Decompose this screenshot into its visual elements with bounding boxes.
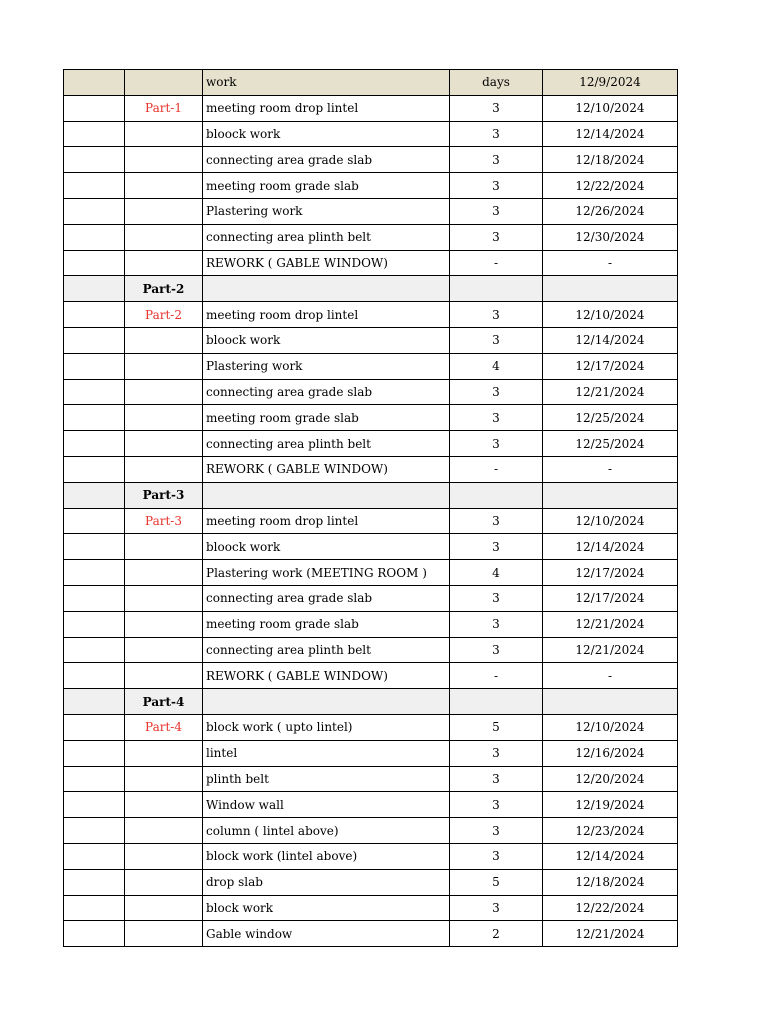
work-cell[interactable]: drop slab — [203, 869, 450, 895]
date-cell[interactable]: 12/17/2024 — [543, 585, 678, 611]
table-row — [64, 147, 678, 173]
empty-cell[interactable] — [64, 921, 125, 947]
days-cell[interactable]: - — [450, 456, 543, 482]
empty-cell[interactable] — [64, 198, 125, 224]
date-cell[interactable]: 12/26/2024 — [543, 198, 678, 224]
table-row — [64, 611, 678, 637]
empty-cell[interactable] — [125, 818, 203, 844]
days-cell[interactable]: 3 — [450, 534, 543, 560]
days-cell[interactable]: 4 — [450, 560, 543, 586]
empty-cell[interactable] — [64, 327, 125, 353]
table-row — [64, 198, 678, 224]
days-cell[interactable]: 2 — [450, 921, 543, 947]
empty-cell[interactable] — [125, 792, 203, 818]
empty-cell[interactable] — [64, 173, 125, 199]
date-cell[interactable]: 12/18/2024 — [543, 869, 678, 895]
empty-cell[interactable] — [64, 714, 125, 740]
part-label[interactable]: Part-2 — [125, 302, 203, 328]
days-cell[interactable]: 3 — [450, 95, 543, 121]
days-cell[interactable]: 3 — [450, 508, 543, 534]
date-cell[interactable]: - — [543, 456, 678, 482]
empty-cell[interactable] — [64, 353, 125, 379]
header-start-date[interactable]: 12/9/2024 — [543, 70, 678, 96]
empty-cell[interactable] — [64, 121, 125, 147]
work-cell[interactable]: meeting room drop lintel — [203, 302, 450, 328]
work-cell[interactable]: column ( lintel above) — [203, 818, 450, 844]
table-row — [64, 173, 678, 199]
empty-cell[interactable] — [125, 663, 203, 689]
days-cell[interactable]: - — [450, 663, 543, 689]
date-cell[interactable]: 12/18/2024 — [543, 147, 678, 173]
empty-cell[interactable] — [64, 534, 125, 560]
empty-cell[interactable] — [543, 689, 678, 715]
section-heading-row — [64, 276, 678, 302]
days-cell[interactable]: 3 — [450, 843, 543, 869]
days-cell[interactable]: 3 — [450, 895, 543, 921]
empty-cell[interactable] — [64, 560, 125, 586]
work-cell[interactable]: bloock work — [203, 327, 450, 353]
empty-cell[interactable] — [543, 276, 678, 302]
empty-cell[interactable] — [125, 198, 203, 224]
work-cell[interactable]: plinth belt — [203, 766, 450, 792]
date-cell[interactable]: 12/17/2024 — [543, 353, 678, 379]
work-cell[interactable]: Window wall — [203, 792, 450, 818]
work-cell[interactable]: connecting area plinth belt — [203, 431, 450, 457]
header-cell-blank-b[interactable] — [125, 70, 203, 96]
date-cell[interactable]: 12/17/2024 — [543, 560, 678, 586]
date-cell[interactable]: 12/10/2024 — [543, 95, 678, 121]
header-row — [64, 70, 678, 96]
days-cell[interactable]: 3 — [450, 147, 543, 173]
schedule-table — [63, 69, 678, 947]
work-cell[interactable]: bloock work — [203, 121, 450, 147]
section-heading-row — [64, 689, 678, 715]
date-cell[interactable]: 12/23/2024 — [543, 818, 678, 844]
header-days[interactable]: days — [450, 70, 543, 96]
table-row — [64, 327, 678, 353]
work-cell[interactable]: block work ( upto lintel) — [203, 714, 450, 740]
empty-cell[interactable] — [64, 843, 125, 869]
empty-cell[interactable] — [125, 327, 203, 353]
days-cell[interactable]: 3 — [450, 431, 543, 457]
work-cell[interactable]: connecting area grade slab — [203, 379, 450, 405]
empty-cell[interactable] — [64, 792, 125, 818]
empty-cell[interactable] — [543, 482, 678, 508]
work-cell[interactable]: meeting room grade slab — [203, 405, 450, 431]
days-cell[interactable]: 3 — [450, 224, 543, 250]
part-label[interactable]: Part-1 — [125, 95, 203, 121]
date-cell[interactable]: 12/10/2024 — [543, 302, 678, 328]
table-row — [64, 921, 678, 947]
table-row — [64, 353, 678, 379]
empty-cell[interactable] — [64, 405, 125, 431]
date-cell[interactable]: 12/16/2024 — [543, 740, 678, 766]
days-cell[interactable]: 3 — [450, 302, 543, 328]
date-cell[interactable]: 12/14/2024 — [543, 843, 678, 869]
work-cell[interactable]: connecting area grade slab — [203, 147, 450, 173]
days-cell[interactable]: 3 — [450, 611, 543, 637]
empty-cell[interactable] — [64, 766, 125, 792]
table-row — [64, 379, 678, 405]
table-row — [64, 818, 678, 844]
empty-cell[interactable] — [64, 818, 125, 844]
days-cell[interactable]: 3 — [450, 173, 543, 199]
work-cell[interactable]: REWORK ( GABLE WINDOW) — [203, 250, 450, 276]
work-cell[interactable]: REWORK ( GABLE WINDOW) — [203, 456, 450, 482]
empty-cell[interactable] — [125, 121, 203, 147]
table-row — [64, 224, 678, 250]
empty-cell[interactable] — [203, 276, 450, 302]
date-cell[interactable]: - — [543, 250, 678, 276]
table-row — [64, 740, 678, 766]
date-cell[interactable]: 12/20/2024 — [543, 766, 678, 792]
days-cell[interactable]: 3 — [450, 818, 543, 844]
empty-cell[interactable] — [64, 147, 125, 173]
empty-cell[interactable] — [64, 456, 125, 482]
days-cell[interactable]: - — [450, 250, 543, 276]
empty-cell[interactable] — [64, 276, 125, 302]
date-cell[interactable]: 12/30/2024 — [543, 224, 678, 250]
table-row — [64, 714, 678, 740]
empty-cell[interactable] — [125, 869, 203, 895]
days-cell[interactable]: 3 — [450, 766, 543, 792]
empty-cell[interactable] — [125, 456, 203, 482]
days-cell[interactable]: 3 — [450, 121, 543, 147]
days-cell[interactable]: 3 — [450, 327, 543, 353]
empty-cell[interactable] — [64, 895, 125, 921]
empty-cell[interactable] — [64, 663, 125, 689]
date-cell[interactable]: 12/21/2024 — [543, 611, 678, 637]
date-cell[interactable]: 12/25/2024 — [543, 405, 678, 431]
table-row — [64, 560, 678, 586]
table-row — [64, 663, 678, 689]
empty-cell[interactable] — [125, 379, 203, 405]
empty-cell[interactable] — [450, 276, 543, 302]
date-cell[interactable]: 12/21/2024 — [543, 637, 678, 663]
work-cell[interactable]: meeting room grade slab — [203, 611, 450, 637]
work-cell[interactable]: lintel — [203, 740, 450, 766]
table-row — [64, 637, 678, 663]
work-cell[interactable]: Plastering work (MEETING ROOM ) — [203, 560, 450, 586]
empty-cell[interactable] — [64, 869, 125, 895]
work-cell[interactable]: connecting area grade slab — [203, 585, 450, 611]
section-heading[interactable]: Part-4 — [125, 689, 203, 715]
days-cell[interactable]: 4 — [450, 353, 543, 379]
work-cell[interactable]: Plastering work — [203, 353, 450, 379]
table-row — [64, 766, 678, 792]
empty-cell[interactable] — [125, 766, 203, 792]
table-row — [64, 431, 678, 457]
empty-cell[interactable] — [125, 921, 203, 947]
days-cell[interactable]: 3 — [450, 740, 543, 766]
work-cell[interactable]: bloock work — [203, 534, 450, 560]
empty-cell[interactable] — [64, 302, 125, 328]
empty-cell[interactable] — [64, 431, 125, 457]
table-row — [64, 456, 678, 482]
date-cell[interactable]: 12/14/2024 — [543, 327, 678, 353]
empty-cell[interactable] — [125, 224, 203, 250]
table-row — [64, 121, 678, 147]
date-cell[interactable]: 12/19/2024 — [543, 792, 678, 818]
days-cell[interactable]: 3 — [450, 792, 543, 818]
empty-cell[interactable] — [125, 895, 203, 921]
date-cell[interactable]: 12/10/2024 — [543, 714, 678, 740]
days-cell[interactable]: 3 — [450, 198, 543, 224]
days-cell[interactable]: 3 — [450, 405, 543, 431]
work-cell[interactable]: connecting area plinth belt — [203, 637, 450, 663]
work-cell[interactable]: block work (lintel above) — [203, 843, 450, 869]
table-row — [64, 95, 678, 121]
empty-cell[interactable] — [125, 250, 203, 276]
empty-cell[interactable] — [125, 147, 203, 173]
empty-cell[interactable] — [125, 431, 203, 457]
date-cell[interactable]: 12/25/2024 — [543, 431, 678, 457]
days-cell[interactable]: 5 — [450, 714, 543, 740]
table-row — [64, 869, 678, 895]
empty-cell[interactable] — [125, 353, 203, 379]
part-label[interactable]: Part-4 — [125, 714, 203, 740]
empty-cell[interactable] — [450, 689, 543, 715]
days-cell[interactable]: 3 — [450, 585, 543, 611]
empty-cell[interactable] — [64, 689, 125, 715]
part-label[interactable]: Part-3 — [125, 508, 203, 534]
table-row — [64, 585, 678, 611]
work-cell[interactable]: block work — [203, 895, 450, 921]
table-row — [64, 508, 678, 534]
empty-cell[interactable] — [125, 843, 203, 869]
empty-cell[interactable] — [64, 250, 125, 276]
empty-cell[interactable] — [64, 508, 125, 534]
empty-cell[interactable] — [203, 482, 450, 508]
date-cell[interactable]: 12/14/2024 — [543, 121, 678, 147]
work-cell[interactable]: meeting room drop lintel — [203, 508, 450, 534]
work-cell[interactable]: meeting room grade slab — [203, 173, 450, 199]
date-cell[interactable]: 12/22/2024 — [543, 173, 678, 199]
header-work[interactable]: work — [203, 70, 450, 96]
table-row — [64, 534, 678, 560]
empty-cell[interactable] — [125, 173, 203, 199]
date-cell[interactable]: 12/21/2024 — [543, 379, 678, 405]
empty-cell[interactable] — [64, 637, 125, 663]
empty-cell[interactable] — [64, 585, 125, 611]
empty-cell[interactable] — [64, 224, 125, 250]
empty-cell[interactable] — [125, 611, 203, 637]
days-cell[interactable]: 5 — [450, 869, 543, 895]
work-cell[interactable]: connecting area plinth belt — [203, 224, 450, 250]
table-row — [64, 405, 678, 431]
work-cell[interactable]: Gable window — [203, 921, 450, 947]
header-cell-blank-a[interactable] — [64, 70, 125, 96]
date-cell[interactable]: 12/10/2024 — [543, 508, 678, 534]
date-cell[interactable]: 12/22/2024 — [543, 895, 678, 921]
empty-cell[interactable] — [125, 534, 203, 560]
section-heading[interactable]: Part-3 — [125, 482, 203, 508]
table-row — [64, 843, 678, 869]
section-heading[interactable]: Part-2 — [125, 276, 203, 302]
date-cell[interactable]: 12/21/2024 — [543, 921, 678, 947]
empty-cell[interactable] — [125, 740, 203, 766]
table-row — [64, 895, 678, 921]
work-cell[interactable]: meeting room drop lintel — [203, 95, 450, 121]
empty-cell[interactable] — [125, 637, 203, 663]
work-cell[interactable]: REWORK ( GABLE WINDOW) — [203, 663, 450, 689]
section-heading-row — [64, 482, 678, 508]
empty-cell[interactable] — [64, 379, 125, 405]
date-cell[interactable]: 12/14/2024 — [543, 534, 678, 560]
days-cell[interactable]: 3 — [450, 379, 543, 405]
days-cell[interactable]: 3 — [450, 637, 543, 663]
table-row — [64, 792, 678, 818]
empty-cell[interactable] — [203, 689, 450, 715]
empty-cell[interactable] — [125, 585, 203, 611]
date-cell[interactable]: - — [543, 663, 678, 689]
empty-cell[interactable] — [125, 560, 203, 586]
work-cell[interactable]: Plastering work — [203, 198, 450, 224]
empty-cell[interactable] — [450, 482, 543, 508]
table-row — [64, 250, 678, 276]
empty-cell[interactable] — [125, 405, 203, 431]
empty-cell[interactable] — [64, 95, 125, 121]
empty-cell[interactable] — [64, 611, 125, 637]
table-row — [64, 302, 678, 328]
schedule-table-body — [64, 70, 678, 947]
empty-cell[interactable] — [64, 740, 125, 766]
empty-cell[interactable] — [64, 482, 125, 508]
